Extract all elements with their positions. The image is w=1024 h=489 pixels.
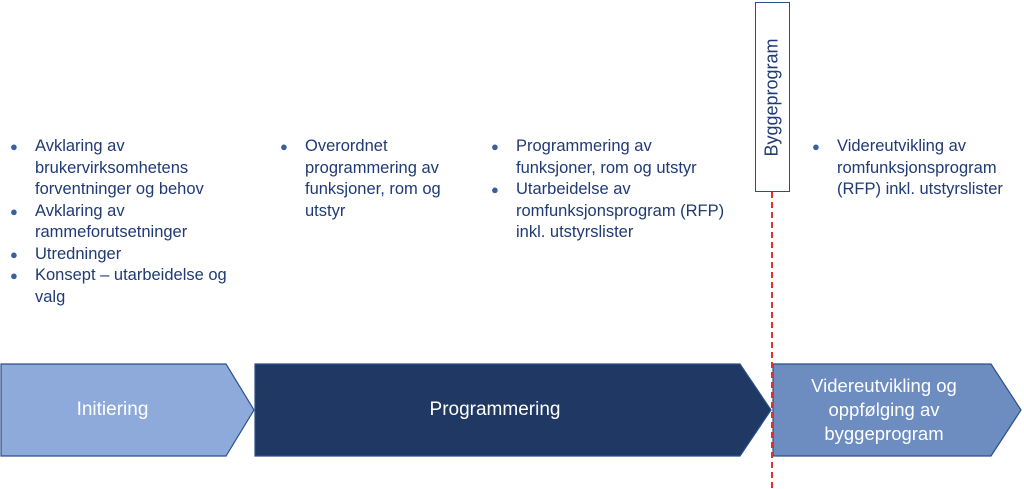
list-item: ● Konsept – utarbeidelse og valg [10,266,227,306]
bullet-icon: ● [10,139,18,154]
list-item: ● Programmering av funksjoner, rom og utstyr [491,137,697,177]
bullet-icon: ● [10,203,18,219]
list-item: ● Utarbeidelse av romfunksjonsprogram (RFP) inkl. utstyrslister [491,180,725,241]
bullet-icon: ● [10,246,18,262]
list-item: ● Overordnet programmering av funksjoner, rom og utstyr [280,137,441,220]
list-item: ● Avklaring av brukervirksomhetens forventninger og behov [10,137,204,198]
phase-label-videre: Videreutvikling og oppfølging av byggeprogram [811,375,957,444]
bullet-icon: ● [491,139,499,154]
phase-label-programmering: Programmering [429,399,561,420]
bullet-icon: ● [491,182,499,197]
bullet-icon: ● [280,139,288,154]
bullet-icon: ● [10,268,18,283]
bullet-icon: ● [812,139,820,154]
milestone-label: Byggeprogram [762,37,783,157]
milestone-byggeprogram [755,2,790,192]
list-item: ● Utredninger [9,244,249,266]
list-item: ● Avklaring av rammeforutsetninger [10,201,188,241]
phase-label-initiering: Initiering [76,399,149,420]
list-item: ● Videreutvikling av romfunksjonsprogram (RFP) inkl. utstyrslister [812,137,1003,198]
